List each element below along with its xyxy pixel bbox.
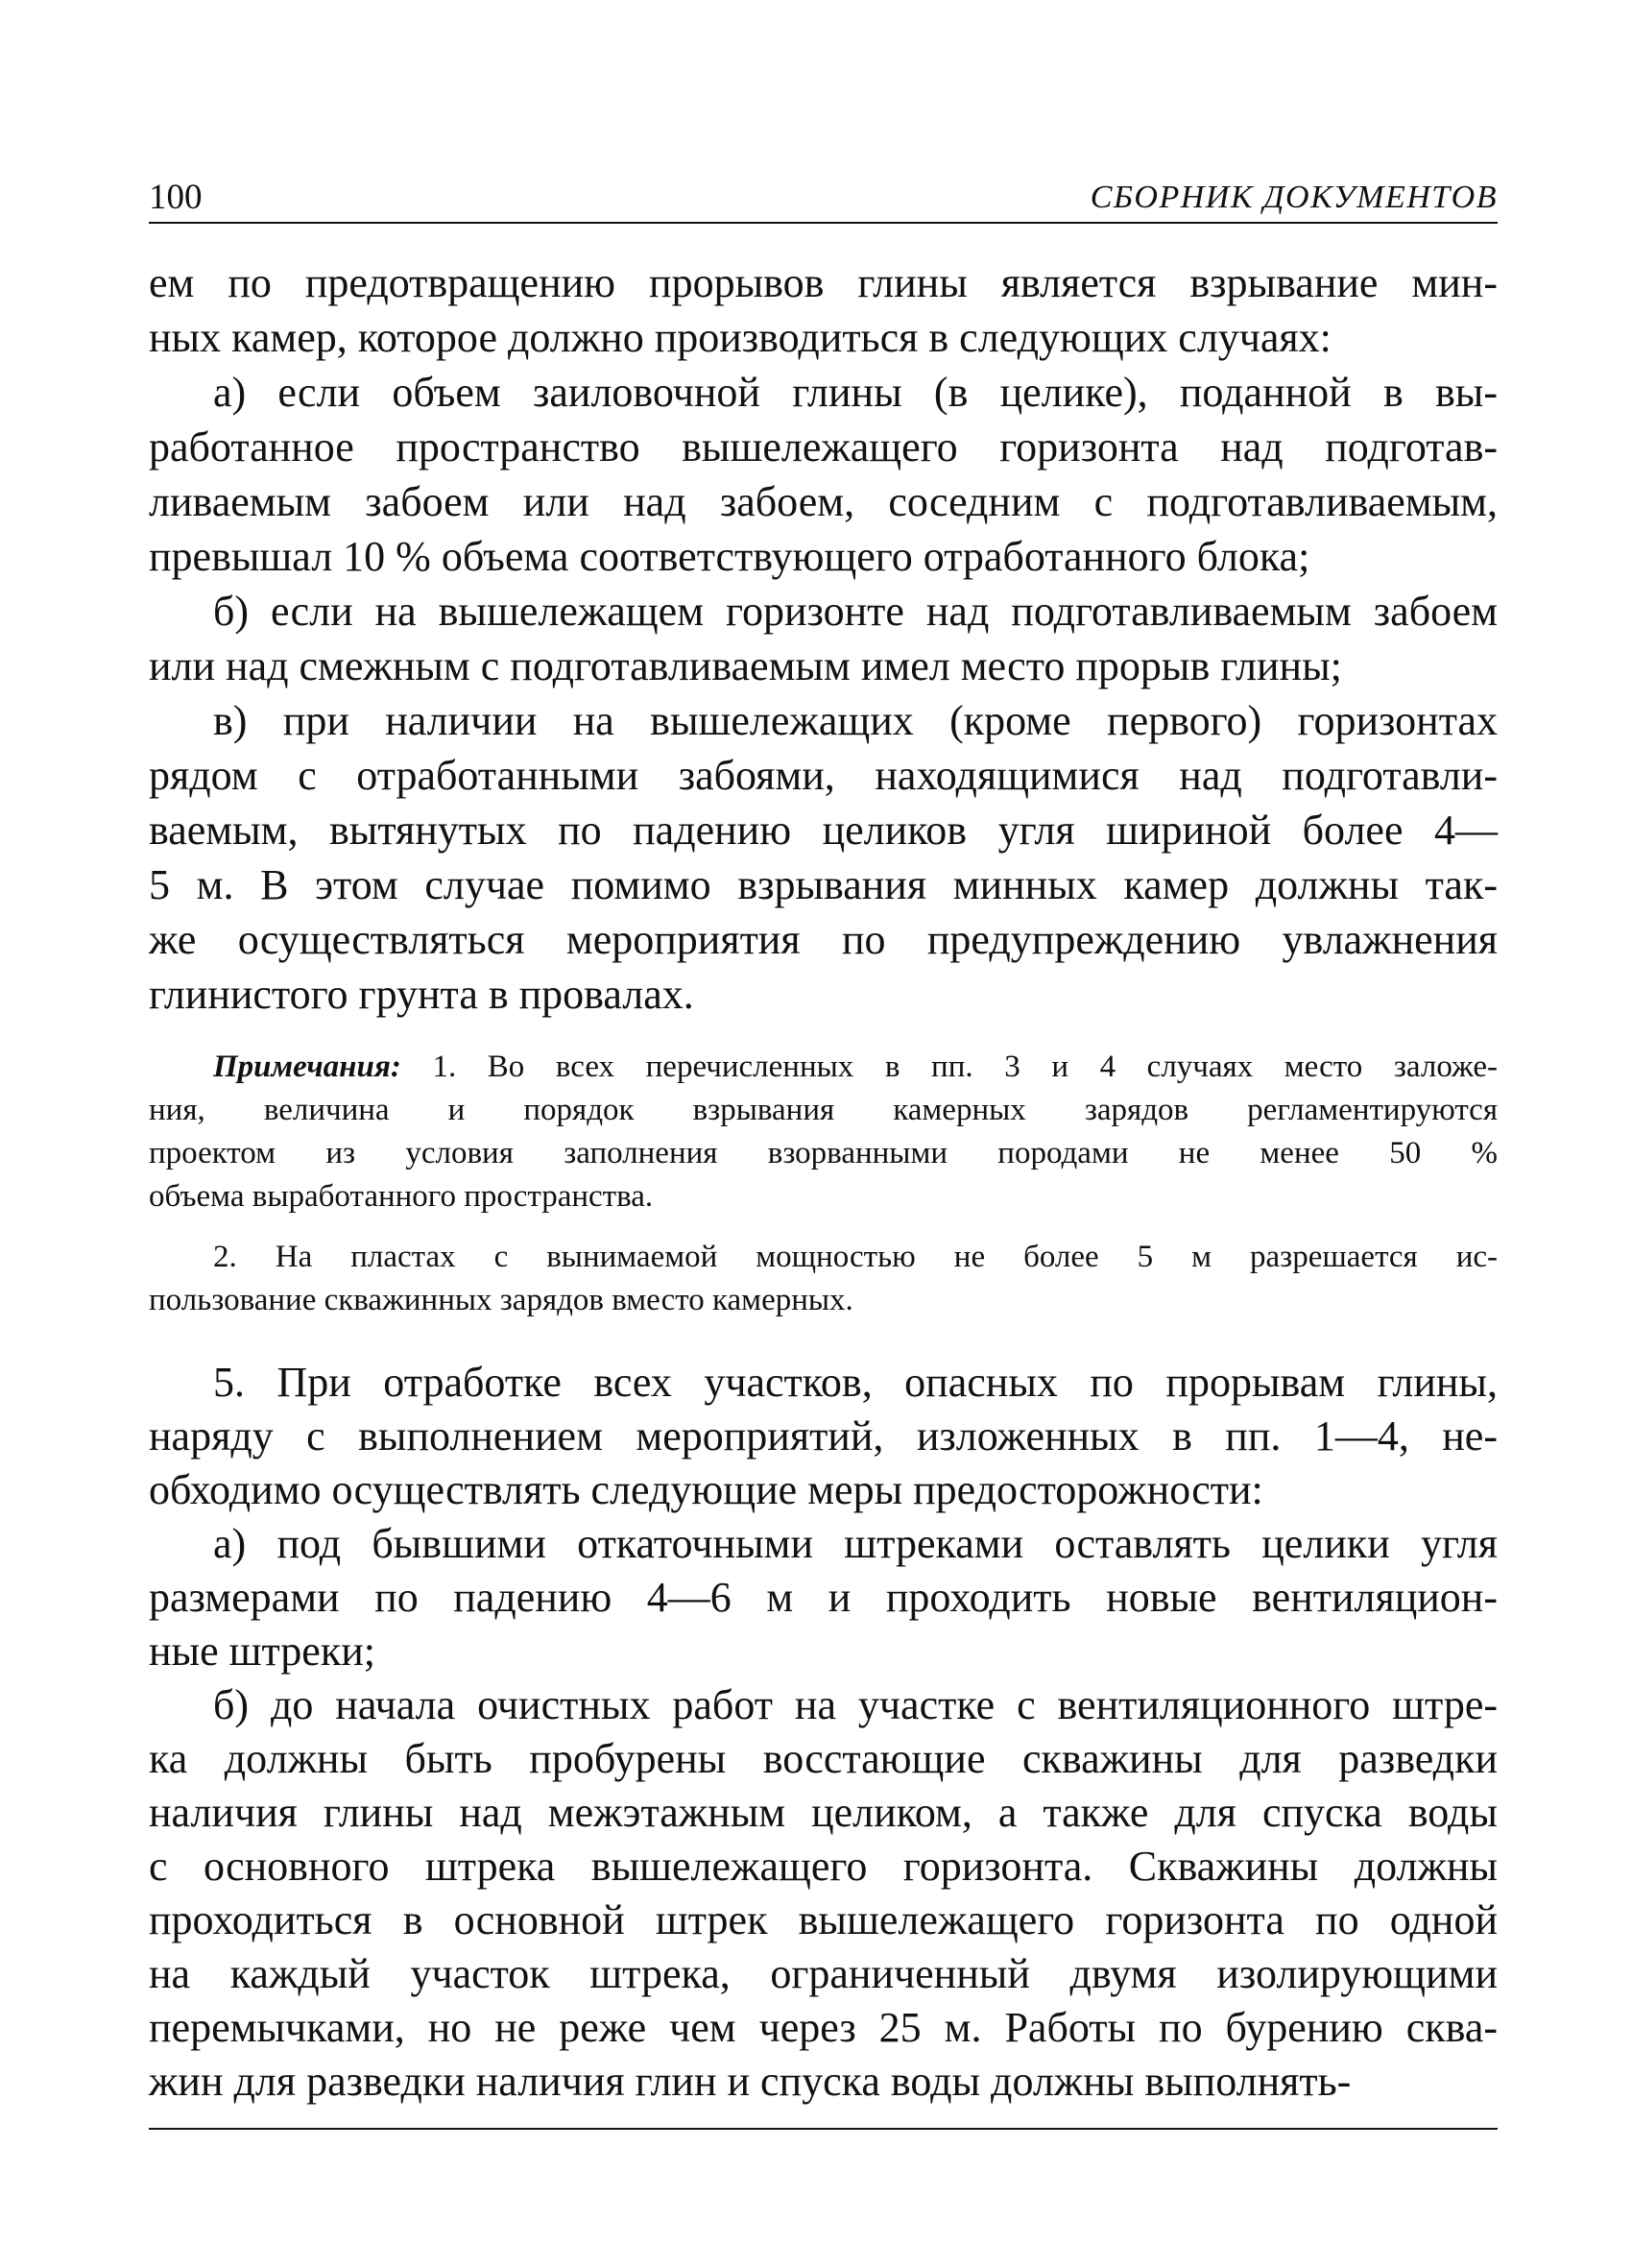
paragraph [149, 584, 1498, 693]
text-line: проходиться в основной штрек вышележащего горизонта по одной [149, 1896, 1498, 1943]
page-number: 100 [149, 178, 203, 217]
text-line: а) под бывшими откаточными штреками оставлять целики угля [213, 1520, 1498, 1567]
paragraph [149, 1356, 1498, 1517]
text-line: 5. При отработке всех участков, опасных по прорывам глины, [213, 1359, 1498, 1406]
text-line: 5 м. В этом случае помимо взрывания минных камер должны так- [149, 861, 1498, 908]
paragraph [149, 1517, 1498, 1678]
text-line: превышал 10 % объема соответствующего отработанного блока; [149, 533, 1310, 580]
text-line: перемычками, но не реже чем через 25 м. Работы по бурению сква- [149, 2004, 1498, 2051]
text-line: размерами по падению 4—6 м и проходить новые вентиляцион- [149, 1574, 1498, 1621]
text-line: глинистого грунта в провалах. [149, 971, 694, 1018]
note-text: 1. Во всех перечисленных в пп. 3 и 4 случаях место заложе- [432, 1050, 1499, 1084]
running-title: СБОРНИК ДОКУМЕНТОВ [1090, 180, 1498, 215]
text-line: в) при наличии на вышележащих (кроме первого) горизонтах [213, 697, 1498, 744]
paragraph [149, 365, 1498, 584]
note-paragraph [149, 1236, 1498, 1322]
text-line: с основного штрека вышележащего горизонта. Скважины должны [149, 1843, 1498, 1890]
page-header [149, 171, 1498, 221]
text-line: ем по предотвращению прорывов глины является взрывание мин- [149, 259, 1498, 306]
paragraph [149, 255, 1498, 365]
text-line: или над смежным с подготавливаемым имел место прорыв глины; [149, 642, 1342, 689]
text-line: обходимо осуществлять следующие меры предосторожности: [149, 1466, 1263, 1513]
text-line: работанное пространство вышележащего горизонта над подготав- [149, 423, 1498, 470]
text-line: б) до начала очистных работ на участке с вентиляционного штре- [213, 1681, 1498, 1728]
text-line: ливаемым забоем или над забоем, соседним с подготавливаемым, [149, 478, 1498, 525]
text-line: ные штреки; [149, 1628, 375, 1675]
text-line: наряду с выполнением мероприятий, изложенных в пп. 1—4, не- [149, 1412, 1498, 1460]
text-line: 2. На пластах с вынимаемой мощностью не более 5 м разрешается ис- [213, 1240, 1498, 1274]
text-line: ваемым, вытянутых по падению целиков угля шириной более 4— [149, 807, 1498, 854]
text-line: рядом с отработанными забоями, находящимися над подготавли- [149, 752, 1498, 799]
text-line: ка должны быть пробурены восстающие скважины для разведки [149, 1735, 1498, 1782]
text-line: пользование скважинных зарядов вместо камерных. [149, 1283, 853, 1317]
notes-section [149, 1046, 1498, 1322]
text-line: проектом из условия заполнения взорванными породами не менее 50 % [149, 1136, 1498, 1170]
note-paragraph [149, 1046, 1498, 1218]
text-line: б) если на вышележащем горизонте над подготавливаемым забоем [213, 588, 1498, 635]
notes-label: Примечания: [213, 1050, 401, 1084]
text-line: жин для разведки наличия глин и спуска воды должны выполнять- [149, 2058, 1352, 2105]
text-line: наличия глины над межэтажным целиком, а также для спуска воды [149, 1789, 1498, 1836]
body-text-upper [149, 255, 1498, 1022]
text-line: же осуществляться мероприятия по предупреждению увлажнения [149, 916, 1498, 963]
body-text-lower [149, 1356, 1498, 2109]
text-line: ных камер, которое должно производиться в следующих случаях: [149, 314, 1332, 361]
text-line: ния, величина и порядок взрывания камерных зарядов регламентируются [149, 1093, 1498, 1127]
paragraph [149, 1678, 1498, 2109]
footer-rule [149, 2128, 1498, 2130]
text-line: на каждый участок штрека, ограниченный двумя изолирующими [149, 1950, 1498, 1997]
paragraph [149, 693, 1498, 1022]
text-line: а) если объем заиловочной глины (в целике), поданной в вы- [213, 369, 1498, 416]
text-line: объема выработанного пространства. [149, 1179, 654, 1214]
header-rule [149, 222, 1498, 224]
text-line [149, 1046, 1498, 1089]
